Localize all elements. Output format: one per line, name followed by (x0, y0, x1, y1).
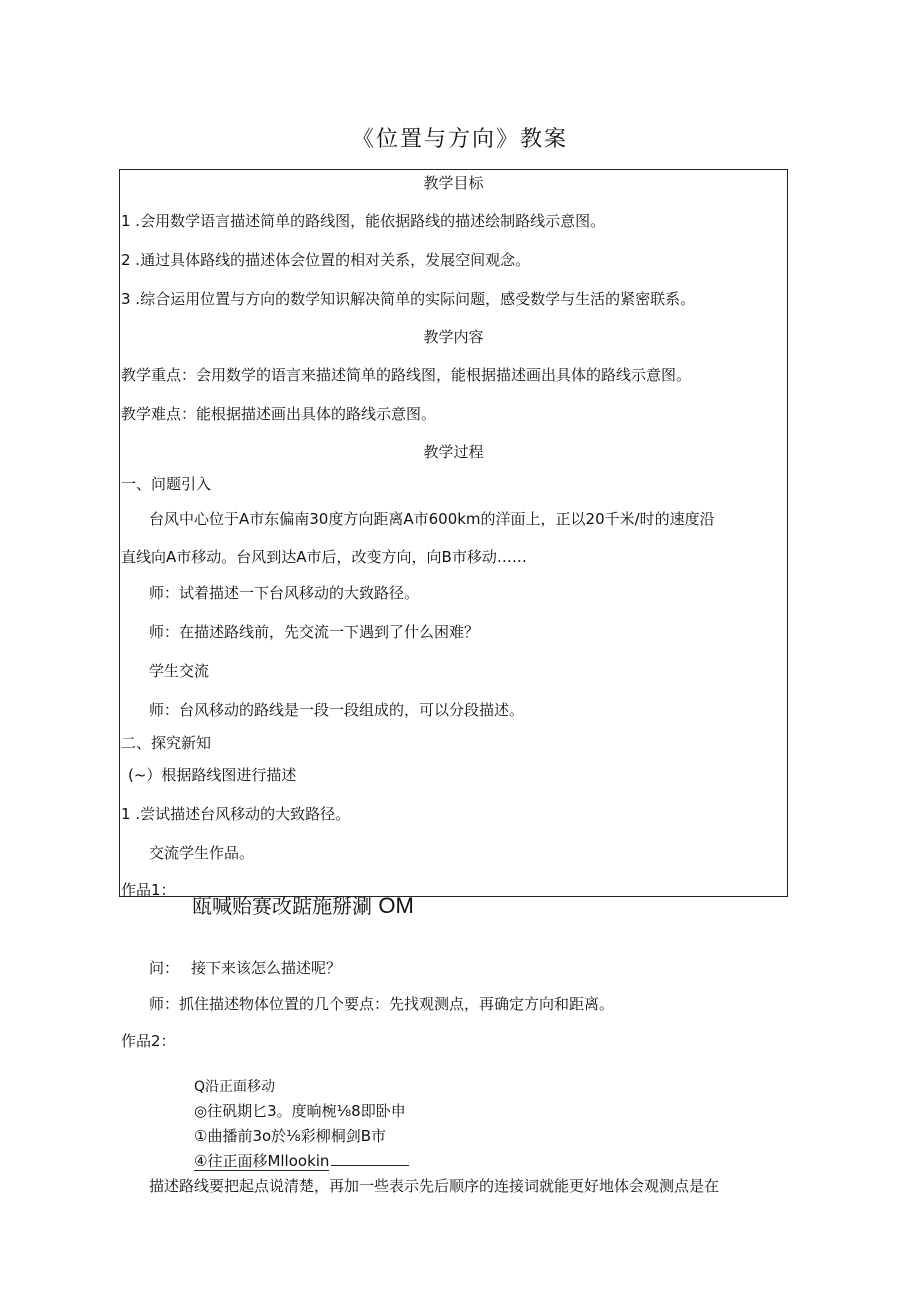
numbered-item: 1 .尝试描述台风移动的大致路径。 (121, 805, 351, 823)
work1-content (192, 890, 414, 919)
work2-line: ①曲播前3o於⅛彩柳桐剑B市 (194, 1127, 386, 1145)
work2-line-text: ④往正面移Mllookin (194, 1152, 330, 1170)
heading-process: 教学过程 (423, 443, 484, 461)
heading-content: 教学内容 (423, 328, 484, 346)
key-point: 教学重点：会用数学的语言来描述简单的路线图，能根据描述画出具体的路线示意图。 (121, 366, 692, 384)
exchange-line: 交流学生作品。 (149, 844, 255, 862)
teacher-line: 师：试着描述一下台风移动的大致路径。 (149, 584, 420, 602)
question-text: 接下来该怎么描述呢？ (191, 959, 342, 977)
work1-label: 作品1： (121, 881, 176, 899)
work2-line: Q沿正面移动 (194, 1079, 276, 1095)
answer-blank (331, 1164, 409, 1166)
difficulty: 教学难点：能根据描述画出具体的路线示意图。 (121, 405, 437, 423)
teacher-line: 师：抓住描述物体位置的几个要点：先找观测点，再确定方向和距离。 (149, 995, 615, 1013)
teacher-line: 师：台风移动的路线是一段一段组成的，可以分段描述。 (149, 701, 525, 719)
teacher-line: 师：在描述路线前，先交流一下遇到了什么困难？ (149, 623, 480, 641)
lesson-table-box (119, 169, 788, 897)
question-label: 问： (149, 959, 180, 977)
paragraph-line: 台风中心位于A市东偏南30度方向距离A市600km的洋面上，正以20千米/时的速度沿 (149, 510, 715, 528)
goal-item: 3 .综合运用位置与方向的数学知识解决简单的实际问题，感受数学与生活的紧密联系。 (121, 290, 696, 308)
page-title: 《位置与方向》教案 (351, 127, 568, 152)
section-heading: 一、问题引入 (121, 475, 212, 493)
heading-goals: 教学目标 (423, 174, 484, 192)
paragraph-line: 直线向A市移动。台风到达A市后，改变方向，向B市移动…… (121, 548, 527, 566)
student-line: 学生交流 (149, 662, 210, 680)
goal-item: 1 .会用数学语言描述简单的路线图，能依据路线的描述绘制路线示意图。 (121, 212, 606, 230)
work2-line: ◎往矾期匕3。度晌椀⅛8即卧申 (194, 1102, 406, 1120)
work1-om: OM (378, 893, 414, 918)
goal-item: 2 .通过具体路线的描述体会位置的相对关系，发展空间观念。 (121, 251, 531, 269)
conclusion-line: 描述路线要把起点说清楚，再加一些表示先后顺序的连接词就能更好地体会观测点是在 (149, 1177, 720, 1195)
work2-line-underlined (194, 1150, 409, 1171)
work1-text: 瓯喊贻赛改踮施掰涮 (192, 894, 372, 918)
section-heading: 二、探究新知 (121, 734, 212, 752)
work2-label: 作品2： (121, 1032, 176, 1050)
subsection-heading: (~）根据路线图进行描述 (128, 766, 297, 784)
